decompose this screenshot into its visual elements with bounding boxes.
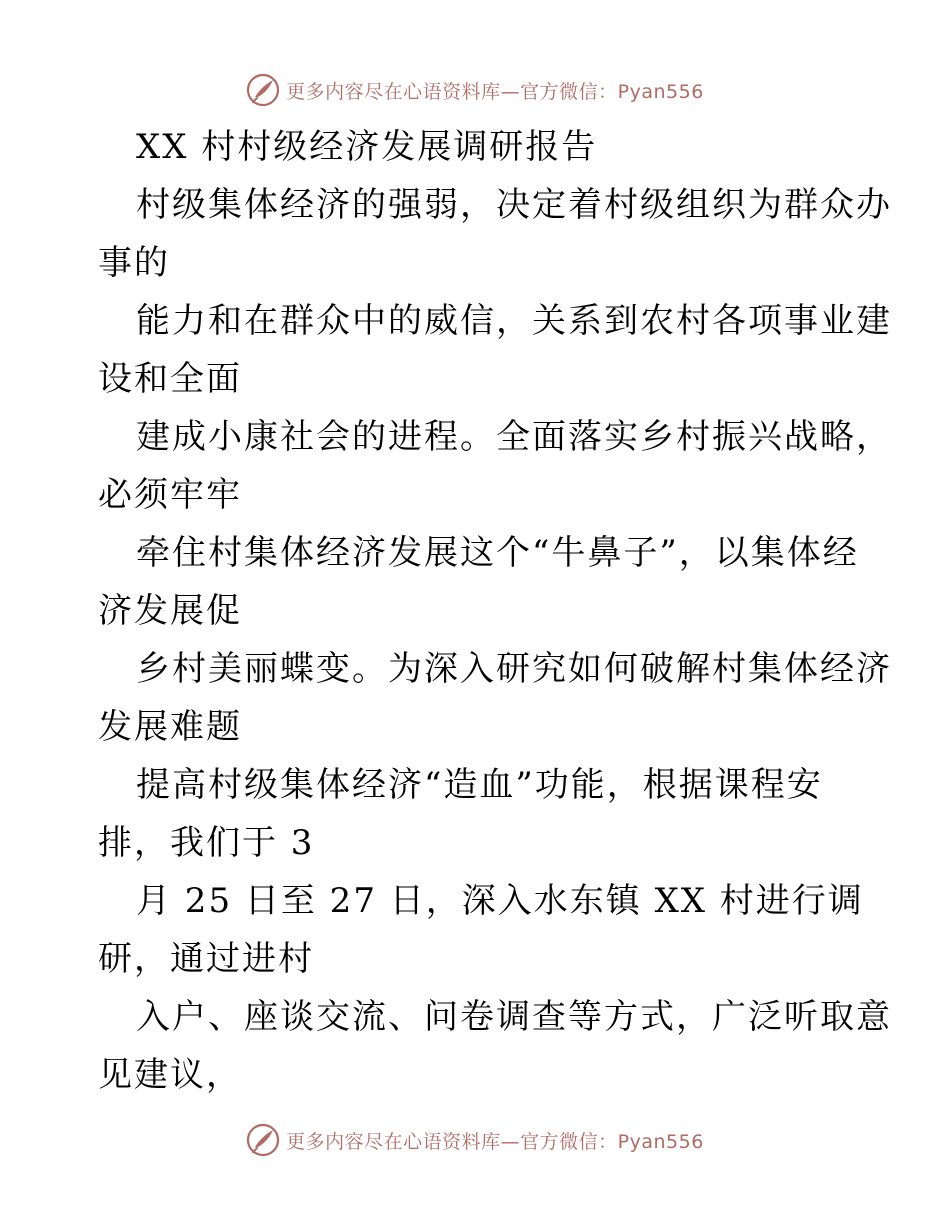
doc-line: XX 村村级经济发展调研报告 xyxy=(136,127,598,167)
quill-logo-icon xyxy=(246,1123,280,1157)
doc-line: 发展难题 xyxy=(98,707,242,747)
quill-logo-icon xyxy=(246,73,280,107)
doc-line: 月 25 日至 27 日，深入水东镇 XX 村进行调 xyxy=(136,881,864,921)
doc-line: 提高村级集体经济“造血”功能，根据课程安 xyxy=(136,765,823,805)
doc-line: 能力和在群众中的威信，关系到农村各项事业建 xyxy=(136,301,892,341)
document-body xyxy=(98,118,892,1104)
header-watermark xyxy=(0,70,950,110)
watermark-text: 更多内容尽在心语资料库—官方微信：Pyan556 xyxy=(286,1130,704,1153)
doc-line: 建成小康社会的进程。全面落实乡村振兴战略， xyxy=(136,417,892,457)
doc-line: 济发展促 xyxy=(98,591,242,631)
doc-line: 研，通过进村 xyxy=(98,939,314,979)
doc-line: 村级集体经济的强弱，决定着村级组织为群众办 xyxy=(136,185,892,225)
doc-line: 见建议， xyxy=(98,1055,242,1095)
watermark-text: 更多内容尽在心语资料库—官方微信：Pyan556 xyxy=(286,80,704,103)
doc-line: 设和全面 xyxy=(98,359,242,399)
doc-line: 乡村美丽蝶变。为深入研究如何破解村集体经济 xyxy=(136,649,892,689)
footer-watermark xyxy=(0,1120,950,1160)
doc-line: 入户、座谈交流、问卷调查等方式，广泛听取意 xyxy=(136,997,892,1037)
doc-line: 事的 xyxy=(98,243,170,283)
doc-line: 牵住村集体经济发展这个“牛鼻子”，以集体经 xyxy=(136,533,859,573)
doc-line: 排，我们于 3 xyxy=(98,823,315,863)
doc-line: 必须牢牢 xyxy=(98,475,242,515)
